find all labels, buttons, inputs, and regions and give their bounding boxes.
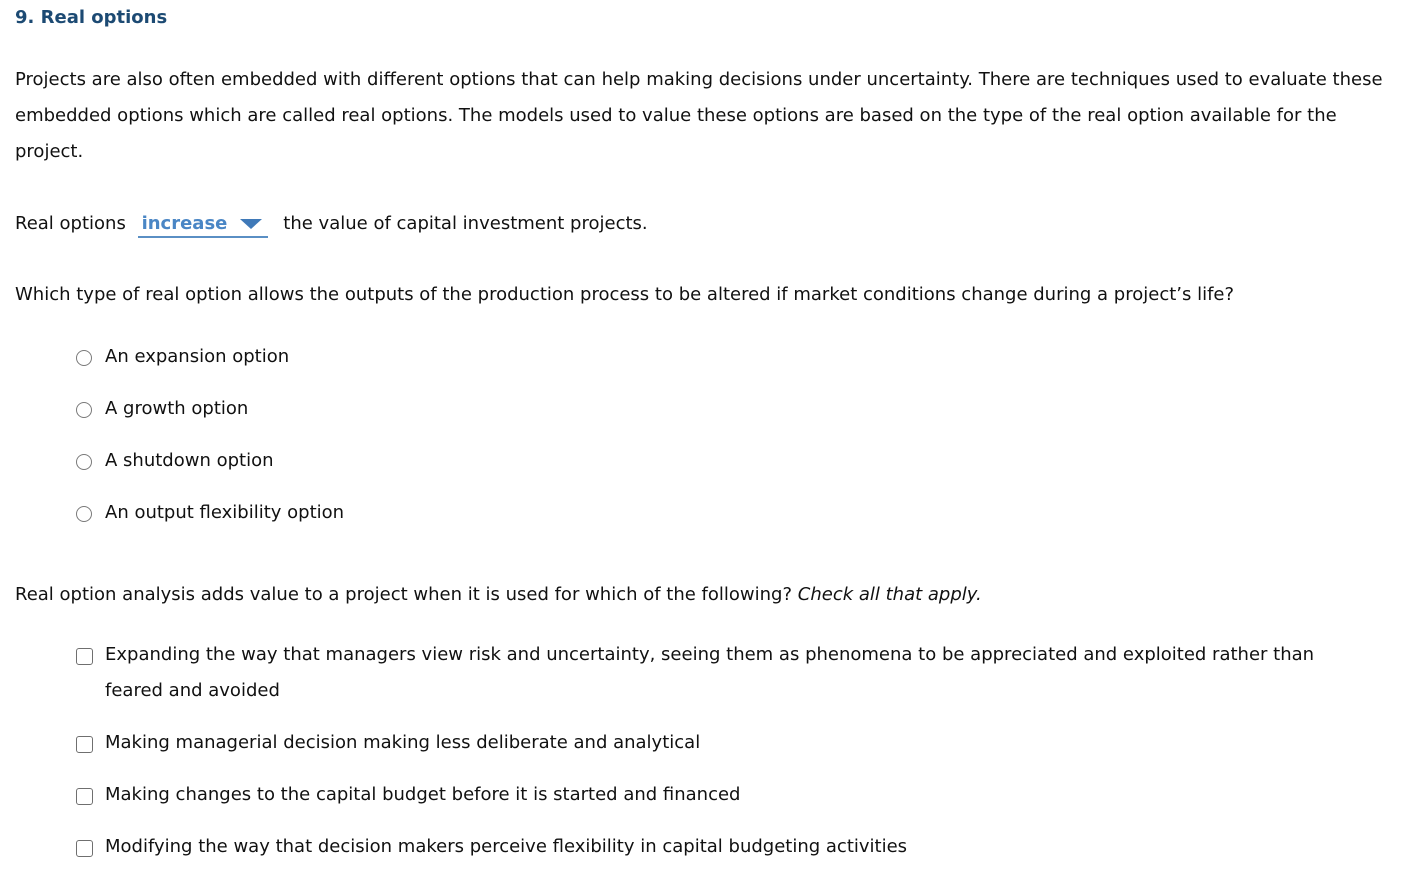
checkbox[interactable] bbox=[76, 840, 93, 857]
caret-down-icon bbox=[240, 219, 262, 229]
radio-option-label: A growth option bbox=[105, 398, 249, 419]
checkbox-option-label: Expanding the way that managers view risk and uncertainty, seeing them as phenomena to be appreciated and exploited rather than feared and avoided bbox=[105, 644, 1315, 701]
checkbox[interactable] bbox=[76, 736, 93, 753]
value-effect-dropdown[interactable] bbox=[138, 210, 268, 238]
checkbox-option-label: Making changes to the capital budget before it is started and financed bbox=[105, 784, 741, 805]
radio-button[interactable] bbox=[76, 402, 92, 418]
question-instruction: Check all that apply. bbox=[797, 584, 982, 605]
radio-button[interactable] bbox=[76, 506, 92, 522]
intro-paragraph: Projects are also often embedded with different options that can help making decisions under uncertainty. There are techniques used to evaluate these embedded options which are called real options. The models used to value these options are based on the type of the real option available for the project. bbox=[15, 69, 1383, 162]
radio-button[interactable] bbox=[76, 350, 92, 366]
question-text: Real option analysis adds value to a project when it is used for which of the following? bbox=[15, 584, 793, 605]
checkbox-option-label: Modifying the way that decision makers perceive flexibility in capital budgeting activities bbox=[105, 836, 908, 857]
dropdown-selected-value: increase bbox=[141, 213, 228, 234]
fill-in-prefix: Real options bbox=[15, 213, 126, 234]
page-title: 9. Real options bbox=[15, 7, 168, 28]
fill-in-suffix: the value of capital investment projects. bbox=[283, 213, 648, 234]
checkbox[interactable] bbox=[76, 788, 93, 805]
radio-button[interactable] bbox=[76, 454, 92, 470]
radio-option-label: An output flexibility option bbox=[105, 502, 345, 523]
question-real-option-type: Which type of real option allows the outputs of the production process to be altered if market conditions change during a project’s life? bbox=[15, 284, 1235, 305]
radio-option-label: An expansion option bbox=[105, 346, 290, 367]
fill-in-sentence bbox=[15, 210, 648, 238]
checkbox[interactable] bbox=[76, 648, 93, 665]
question-real-option-analysis bbox=[15, 584, 982, 605]
radio-option-label: A shutdown option bbox=[105, 450, 274, 471]
checkbox-option-label: Making managerial decision making less deliberate and analytical bbox=[105, 732, 701, 753]
